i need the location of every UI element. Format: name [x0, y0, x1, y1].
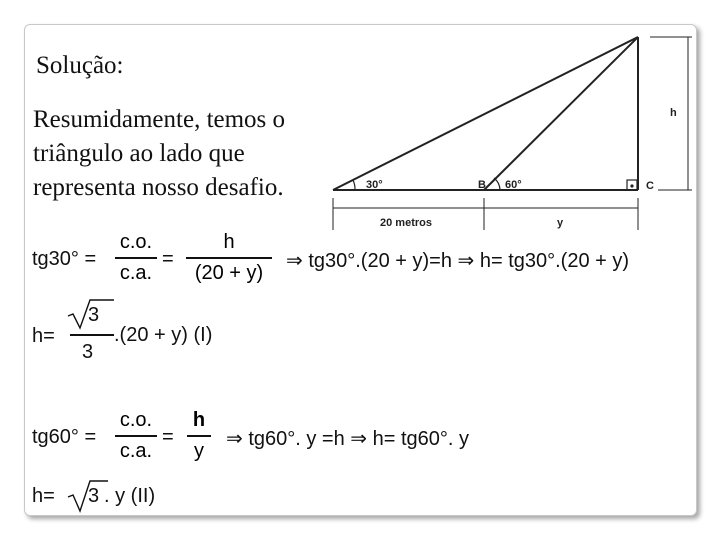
eq1-frac2-den: (20 + y): [194, 261, 264, 284]
eq1-frac2: [186, 231, 272, 285]
hypotenuse-a: [333, 37, 638, 190]
angle-b-label: 60°: [505, 179, 522, 191]
intro-line-3: representa nosso desafio.: [33, 174, 284, 201]
eq1-frac1-bar: [115, 257, 157, 259]
eq3-frac2-den: y: [194, 439, 204, 462]
eq2-sqrt-value: 3: [88, 304, 100, 326]
eq1-rhs: ⇒ tg30°.(20 + y)=h ⇒ h= tg30°.(20 + y): [286, 250, 630, 272]
right-angle-dot: [630, 184, 633, 187]
eq2-rhs: .(20 + y) (I): [114, 324, 213, 346]
vertex-c-label: C: [646, 180, 654, 192]
eq1-equals: =: [162, 248, 174, 270]
eq4-sqrt-value: 3: [88, 485, 100, 507]
eq3-frac1-den: c.a.: [119, 439, 153, 462]
eq1-frac1: [115, 231, 157, 285]
eq1-frac2-num: h: [223, 231, 235, 253]
eq3-equals: =: [162, 426, 174, 448]
eq3-frac1-bar: [115, 435, 157, 437]
eq3-frac1-num: c.o.: [119, 409, 153, 431]
intro-line-1: Resumidamente, temos o: [33, 106, 286, 133]
eq4-lhs: h=: [32, 485, 55, 507]
eq3-frac2-bar: [187, 435, 211, 437]
intro-line-2: triângulo ao lado que: [33, 140, 245, 167]
heading: Solução:: [36, 52, 124, 79]
eq2-frac-bar: [70, 334, 114, 336]
eq3-rhs: ⇒ tg60°. y =h ⇒ h= tg60°. y: [226, 428, 469, 450]
eq1-frac1-den: c.a.: [119, 261, 153, 284]
eq3-frac2: [187, 409, 211, 463]
eq3-lhs: tg60° =: [32, 426, 97, 448]
eq1-frac1-num: c.o.: [119, 231, 153, 253]
eq1-frac2-bar: [186, 257, 272, 259]
angle-a-label: 30°: [366, 179, 383, 191]
eq3-frac2-num: h: [192, 409, 206, 431]
hypotenuse-b: [484, 37, 638, 190]
eq2-lhs: h=: [32, 325, 55, 347]
angle-arc-a: [353, 180, 355, 190]
side-h-label: h: [670, 107, 677, 119]
eq3-frac1: [115, 409, 157, 463]
eq1-lhs: tg30° =: [32, 248, 97, 270]
base-ab-label: 20 metros: [380, 217, 432, 229]
base-bc-label: y: [557, 217, 564, 229]
vertex-b-label: B: [478, 179, 486, 191]
eq4-rhs: . y (II): [104, 485, 156, 507]
eq2-den: 3: [82, 341, 94, 363]
